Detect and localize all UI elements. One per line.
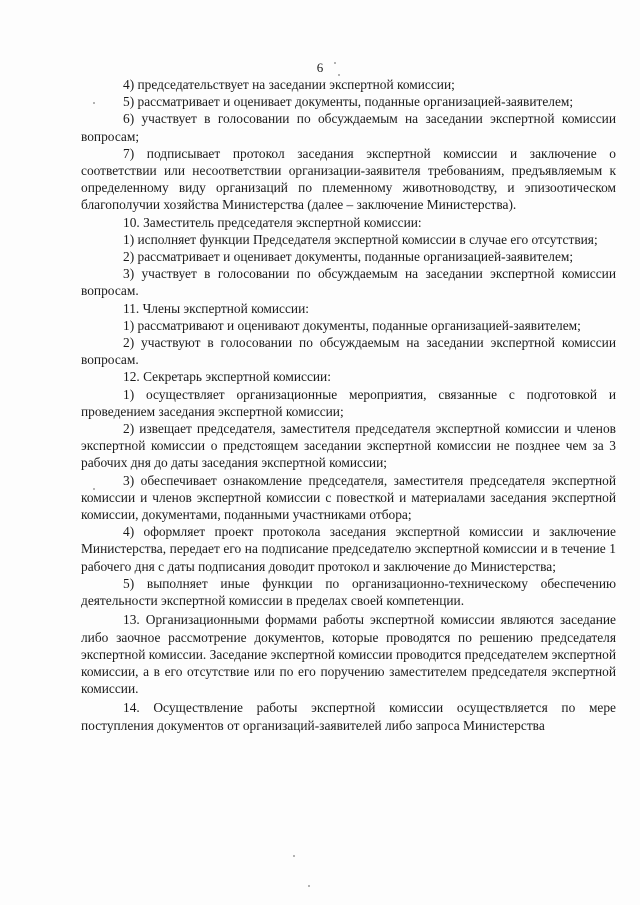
document-body	[81, 76, 616, 734]
section-10-item-3: 3) участвует в голосовании по обсуждаемым на заседании экспертной комиссии вопросам.	[81, 266, 616, 299]
scan-speck	[93, 488, 95, 490]
section-10-item-1: 1) исполняет функции Председателя экспертной комиссии в случае его отсутствия;	[123, 231, 598, 247]
section-11-item-1: 1) рассматривают и оценивают документы, поданные организацией-заявителем;	[123, 317, 581, 333]
scan-speck	[338, 74, 340, 76]
scan-speck	[293, 855, 295, 857]
page-number: 6	[316, 60, 324, 75]
section-11-heading: 11. Члены экспертной комиссии:	[123, 300, 309, 316]
section-11-item-2: 2) участвуют в голосовании по обсуждаемым на заседании экспертной комиссии вопросам.	[81, 335, 616, 368]
scan-speck	[93, 102, 95, 104]
scan-speck	[334, 62, 336, 64]
section-10-heading: 10. Заместитель председателя экспертной комиссии:	[123, 214, 422, 230]
section-14-paragraph: 14. Осуществление работы экспертной комиссии осуществляется по мере поступления документов от организаций-заявителей либо запроса Министерства	[81, 700, 616, 733]
section-12-item-4: 4) оформляет проект протокола заседания экспертной комиссии и заключение Министерства, передает его на подписание председателю экспертной комиссии и в течение 1 рабочего дня с даты подписания доводит протокол и заключение до Министерства;	[81, 524, 616, 574]
paragraph-item-6: 6) участвует в голосовании по обсуждаемым на заседании экспертной комиссии вопросам;	[81, 111, 616, 144]
paragraph-item-7: 7) подписывает протокол заседания экспертной комиссии и заключение о соответствии или несоответствии организации-заявителя требованиям, предъявляемым к определенному виду организаций по племенному животноводству, и эпизоотическом благополучии хозяйства Министерства (далее – заключение Министерства).	[81, 145, 616, 213]
section-12-item-2: 2) извещает председателя, заместителя председателя экспертной комиссии и членов экспертной комиссии о предстоящем заседании экспертной комиссии не позднее чем за 3 рабочих дня до даты заседания экспертной комиссии;	[81, 421, 616, 471]
section-10-item-2: 2) рассматривает и оценивает документы, поданные организацией-заявителем;	[123, 249, 574, 265]
section-13-paragraph: 13. Организационными формами работы экспертной комиссии являются заседание либо заочное рассмотрение документов, которые проводятся по решению председателя экспертной комиссии. Заседание экспертной комиссии проводится председателем экспертной комиссии, а в его отсутствие или по его поручению заместителем председателя экспертной комиссии.	[81, 612, 616, 697]
section-12-item-1: 1) осуществляет организационные мероприятия, связанные с подготовкой и проведением заседания экспертной комиссии;	[81, 386, 616, 419]
paragraph-item-4: 4) председательствует на заседании экспертной комиссии;	[123, 77, 455, 92]
paragraph-item-5: 5) рассматривает и оценивает документы, поданные организацией-заявителем;	[123, 94, 574, 110]
section-12-item-5: 5) выполняет иные функции по организационно-техническому обеспечению деятельности экспертной комиссии в пределах своей компетенции.	[81, 575, 616, 609]
section-12-heading: 12. Секретарь экспертной комиссии:	[123, 369, 331, 385]
scan-speck	[308, 885, 310, 887]
section-12-item-3: 3) обеспечивает ознакомление председателя, заместителя председателя экспертной комиссии и членов экспертной комиссии с повесткой и материалами заседания экспертной комиссии, документами, поданными участниками отбора;	[81, 472, 616, 523]
